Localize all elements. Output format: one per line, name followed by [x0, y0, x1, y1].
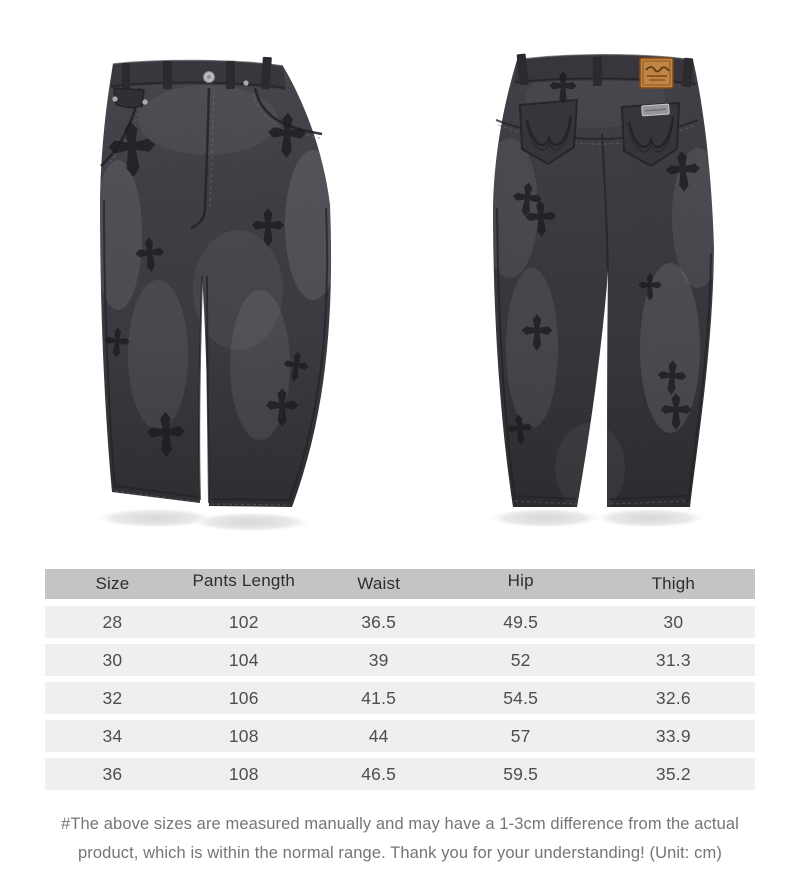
table-cell: 102 — [228, 611, 259, 632]
size-row-32 — [45, 682, 755, 714]
table-cell: 46.5 — [361, 763, 397, 784]
table-cell: 52 — [510, 649, 531, 670]
table-cell: 33.9 — [655, 725, 691, 746]
disclaimer-line-1: #The above sizes are measured manually and may have a 1-3cm difference from the actual — [61, 815, 739, 833]
table-cell: 108 — [228, 725, 259, 746]
column-header-thigh: Thigh — [651, 574, 696, 593]
measurement-disclaimer — [0, 810, 800, 868]
column-header-size: Size — [95, 574, 130, 593]
size-chart-header-row — [45, 569, 755, 599]
fly-button — [204, 72, 215, 83]
table-cell: 59.5 — [503, 763, 539, 784]
table-cell: 31.3 — [655, 649, 691, 670]
column-header-waist: Waist — [357, 574, 401, 593]
jeans-back-photo — [430, 48, 720, 548]
size-row-28 — [45, 606, 755, 638]
denim-wash-texture — [88, 50, 338, 550]
table-cell: 49.5 — [503, 611, 539, 632]
size-row-34 — [45, 720, 755, 752]
table-cell: 57 — [510, 725, 531, 746]
table-cell: 41.5 — [361, 687, 397, 708]
table-cell: 104 — [228, 649, 259, 670]
size-row-36 — [45, 758, 755, 790]
disclaimer-line-2: product, which is within the normal range. Thank you for your understanding! (Unit: cm) — [78, 844, 722, 862]
table-cell: 106 — [228, 687, 259, 708]
metal-tab — [642, 104, 670, 116]
column-header-pants-length: Pants Length — [192, 571, 296, 590]
leather-brand-patch — [640, 58, 673, 88]
column-header-hip: Hip — [507, 571, 534, 590]
table-cell: 32 — [102, 687, 123, 708]
table-cell: 35.2 — [655, 763, 691, 784]
table-cell: 54.5 — [503, 687, 539, 708]
table-cell: 32.6 — [655, 687, 691, 708]
coin-pocket — [114, 88, 144, 108]
table-cell: 108 — [228, 763, 259, 784]
table-cell: 44 — [368, 725, 389, 746]
table-cell: 28 — [102, 611, 123, 632]
floor-shadow — [487, 508, 708, 528]
table-cell: 30 — [102, 649, 123, 670]
jeans-front-photo — [88, 50, 338, 550]
size-row-30 — [45, 644, 755, 676]
table-cell: 30 — [663, 611, 684, 632]
table-cell: 34 — [102, 725, 123, 746]
size-chart-table — [45, 569, 755, 796]
floor-shadow — [94, 508, 313, 532]
table-cell: 39 — [368, 649, 389, 670]
table-cell: 36.5 — [361, 611, 397, 632]
table-cell: 36 — [102, 763, 123, 784]
